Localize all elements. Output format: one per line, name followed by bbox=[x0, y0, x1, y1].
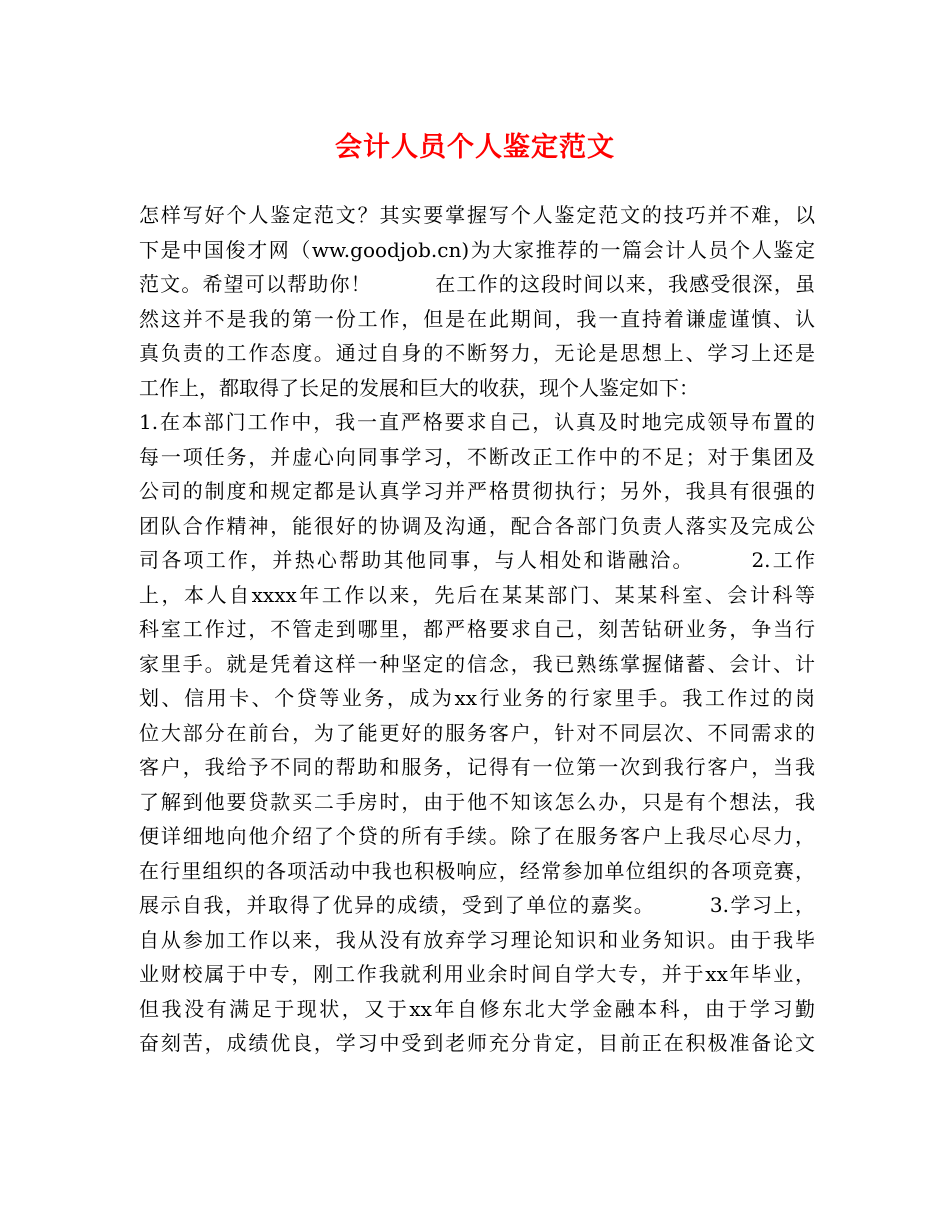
body-line: 自从参加工作以来，我从没有放弃学习理论知识和业务知识。由于我毕 bbox=[139, 927, 815, 952]
body-line: 业财校属于中专，刚工作我就利用业余时间自学大专，并于xx年毕业， bbox=[139, 962, 815, 986]
body-line: 1.在本部门工作中，我一直严格要求自己，认真及时地完成领导布置的 bbox=[139, 410, 815, 434]
body-line: 奋刻苦，成绩优良，学习中受到老师充分肯定，目前正在积极准备论文 bbox=[139, 1031, 815, 1055]
body-line: 家里手。就是凭着这样一种坚定的信念，我已熟练掌握储蓄、会计、计 bbox=[139, 651, 815, 676]
body-line: 每一项任务，并虚心向同事学习，不断改正工作中的不足；对于集团及 bbox=[139, 444, 815, 469]
document-title: 会计人员个人鉴定范文 bbox=[335, 132, 615, 163]
body-line: 然这并不是我的第一份工作，但是在此期间，我一直持着谦虚谨慎、认 bbox=[139, 306, 815, 331]
body-line: 公司的制度和规定都是认真学习并严格贯彻执行；另外，我具有很强的 bbox=[139, 479, 815, 503]
body-line: 在行里组织的各项活动中我也积极响应，经常参加单位组织的各项竞赛， bbox=[139, 858, 815, 883]
body-line: 上，本人自xxxx年工作以来，先后在某某部门、某某科室、会计科等 bbox=[139, 582, 815, 607]
body-line: 工作上，都取得了长足的发展和巨大的收获，现个人鉴定如下： bbox=[139, 375, 699, 400]
body-line: 范文。希望可以帮助你！ 在工作的这段时间以来，我感受很深，虽 bbox=[139, 272, 815, 296]
body-line: 划、信用卡、个贷等业务，成为xx行业务的行家里手。我工作过的岗 bbox=[139, 686, 815, 710]
body-line: 下是中国俊才网（ww.goodjob.cn)为大家推荐的一篇会计人员个人鉴定 bbox=[139, 237, 815, 262]
body-line: 了解到他要贷款买二手房时，由于他不知该怎么办，只是有个想法，我 bbox=[139, 789, 815, 814]
body-line: 团队合作精神，能很好的协调及沟通，配合各部门负责人落实及完成公 bbox=[139, 513, 815, 538]
body-line: 真负责的工作态度。通过自身的不断努力，无论是思想上、学习上还是 bbox=[139, 341, 815, 365]
body-line: 司各项工作，并热心帮助其他同事，与人相处和谐融洽。 2.工作 bbox=[139, 548, 815, 572]
document-body bbox=[139, 198, 815, 1061]
body-line: 怎样写好个人鉴定范文？其实要掌握写个人鉴定范文的技巧并不难，以 bbox=[139, 203, 815, 227]
body-line: 展示自我，并取得了优异的成绩，受到了单位的嘉奖。 3.学习上， bbox=[139, 893, 815, 917]
body-line: 客户，我给予不同的帮助和服务，记得有一位第一次到我行客户，当我 bbox=[139, 755, 815, 779]
body-line: 科室工作过，不管走到哪里，都严格要求自己，刻苦钻研业务，争当行 bbox=[139, 617, 815, 641]
body-line: 但我没有满足于现状，又于xx年自修东北大学金融本科，由于学习勤 bbox=[139, 996, 815, 1021]
body-line: 便详细地向他介绍了个贷的所有手续。除了在服务客户上我尽心尽力， bbox=[139, 824, 815, 848]
body-line: 位大部分在前台，为了能更好的服务客户，针对不同层次、不同需求的 bbox=[139, 720, 815, 745]
